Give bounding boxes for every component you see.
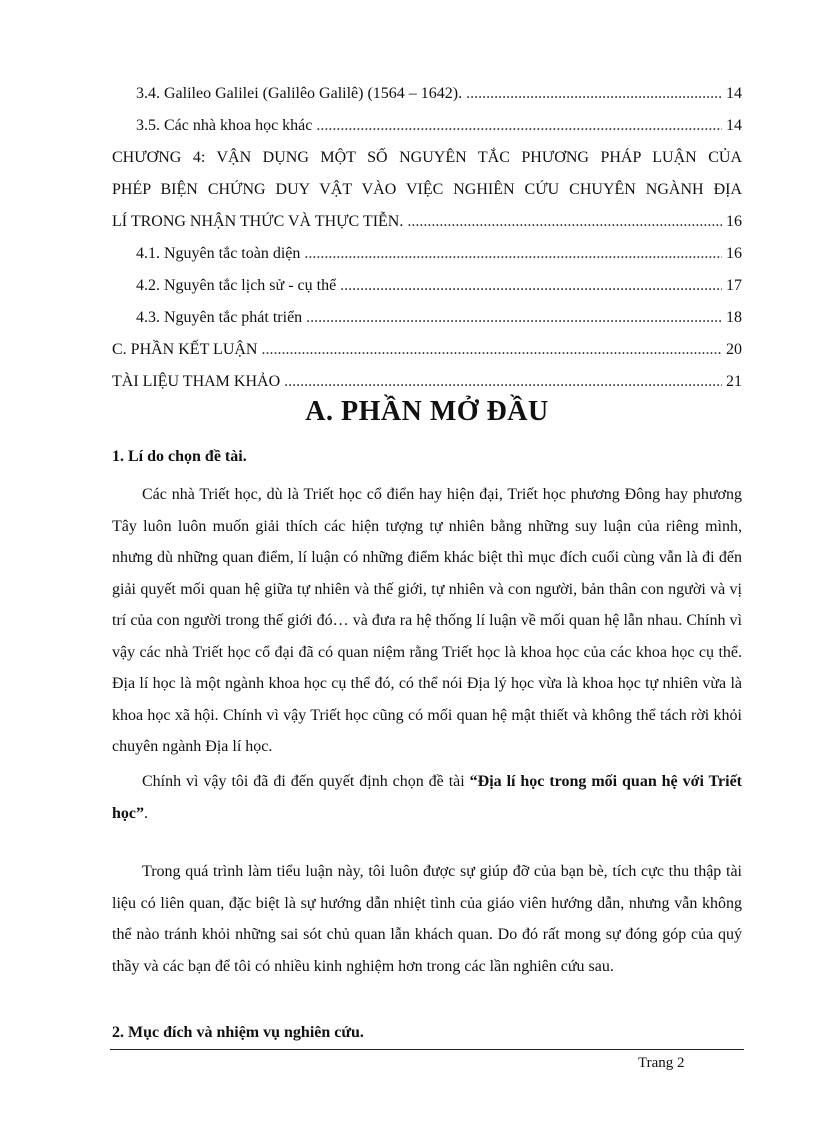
toc-item [112,238,742,270]
toc-chapter-page: 16 [726,213,742,230]
paragraph-text: Các nhà Triết học, dù là Triết học cổ điển hay hiện đại, Triết học phương Đông hay phương Tây luôn luôn muốn giải thích các hiện tượng tự nhiên bằng những suy luận của riêng mình, nhưng dù những quan điểm, lí luận có những điểm khác biệt thì mục đích cuối cùng vẫn là đi đến giải quyết mối quan hệ giữa tự nhiên và thế giới, tự nhiên và con người, bản thân con người và vị trí của con người trong thế giới đó… và đưa ra hệ thống lí luận về mối quan hệ lẫn nhau. Chính vì vậy các nhà Triết học cổ đại đã có quan niệm rằng Triết học là khoa học của các khoa học cụ thể. Địa lí học là một ngành khoa học cụ thể đó, có thể nói Địa lý học vừa là khoa học tự nhiên vừa là khoa học xã hội. Chính vì vậy Triết học cũng có mối quan hệ mật thiết và không thể tách rời khỏi chuyên ngành Địa lí học. [112,486,742,755]
toc-item-page: 14 [726,117,742,134]
section-heading-reason: 1. Lí do chọn đề tài. [112,448,247,465]
main-title: A. PHẦN MỞ ĐẦU [305,396,549,427]
toc-item-page: 14 [726,85,742,102]
toc-item [112,334,742,366]
toc-item-label: 3.5. Các nhà khoa học khác [136,117,313,134]
toc-leader-dots [340,270,722,302]
toc-item-page: 17 [726,277,742,294]
paragraph-text-suffix: . [144,804,148,822]
paragraph-acknowledgement [112,856,742,982]
page-number: Trang 2 [638,1055,685,1071]
toc-leader-dots [407,206,722,238]
toc-leader-dots [316,110,722,142]
toc-item-label: 4.2. Nguyên tắc lịch sử - cụ thể [136,277,337,294]
paragraph-topic-choice [112,766,742,829]
toc-leader-dots [306,302,722,334]
toc-item-page: 16 [726,245,742,262]
table-of-contents [112,78,742,398]
toc-item-label: 4.1. Nguyên tắc toàn diện [136,245,301,262]
topic-title: “Địa lí học trong mối quan hệ với Triết học” [112,773,743,822]
toc-item-label: C. PHẦN KẾT LUẬN [112,341,258,358]
toc-item [112,78,742,110]
toc-item-label: TÀI LIỆU THAM KHẢO [112,373,281,390]
toc-leader-dots [304,238,722,270]
toc-chapter-line-3 [112,206,742,238]
toc-item-page: 18 [726,309,742,326]
paragraph-text-prefix: Chính vì vậy tôi đã đi đến quyết định chọn đề tài [142,773,470,790]
toc-leader-dots [284,366,722,398]
section-heading-purpose: 2. Mục đích và nhiệm vụ nghiên cứu. [112,1024,364,1041]
toc-chapter-label: LÍ TRONG NHẬN THỨC VÀ THỰC TIỄN. [112,213,404,230]
toc-item-label: 3.4. Galileo Galilei (Galilêo Galilê) (1564 – 1642). [136,85,463,102]
paragraph-text: Trong quá trình làm tiểu luận này, tôi luôn được sự giúp đỡ của bạn bè, tích cực thu thập tài liệu có liên quan, đặc biệt là sự hướng dẫn nhiệt tình của giáo viên hướng dẫn, nhưng vẫn không thể nào tránh khỏi những sai sót chủ quan lẫn khách quan. Do đó rất mong sự đóng góp của quý thầy và các bạn để tôi có nhiều kinh nghiệm hơn trong các lần nghiên cứu sau. [112,863,742,975]
toc-item-label: 4.3. Nguyên tắc phát triển [136,309,303,326]
toc-item [112,270,742,302]
toc-leader-dots [466,78,722,110]
toc-item-page: 21 [726,373,742,390]
toc-item [112,302,742,334]
toc-chapter-line-2: PHÉP BIỆN CHỨNG DUY VẬT VÀO VIỆC NGHIÊN CỨU CHUYÊN NGÀNH ĐỊA [112,181,742,198]
toc-item [112,110,742,142]
toc-item [112,366,742,398]
toc-leader-dots [261,334,722,366]
toc-item-page: 20 [726,341,742,358]
paragraph-reason [112,479,742,763]
toc-chapter-line-1: CHƯƠNG 4: VẬN DỤNG MỘT SỐ NGUYÊN TẮC PHƯƠNG PHÁP LUẬN CỦA [112,149,742,166]
footer-divider [110,1049,744,1050]
